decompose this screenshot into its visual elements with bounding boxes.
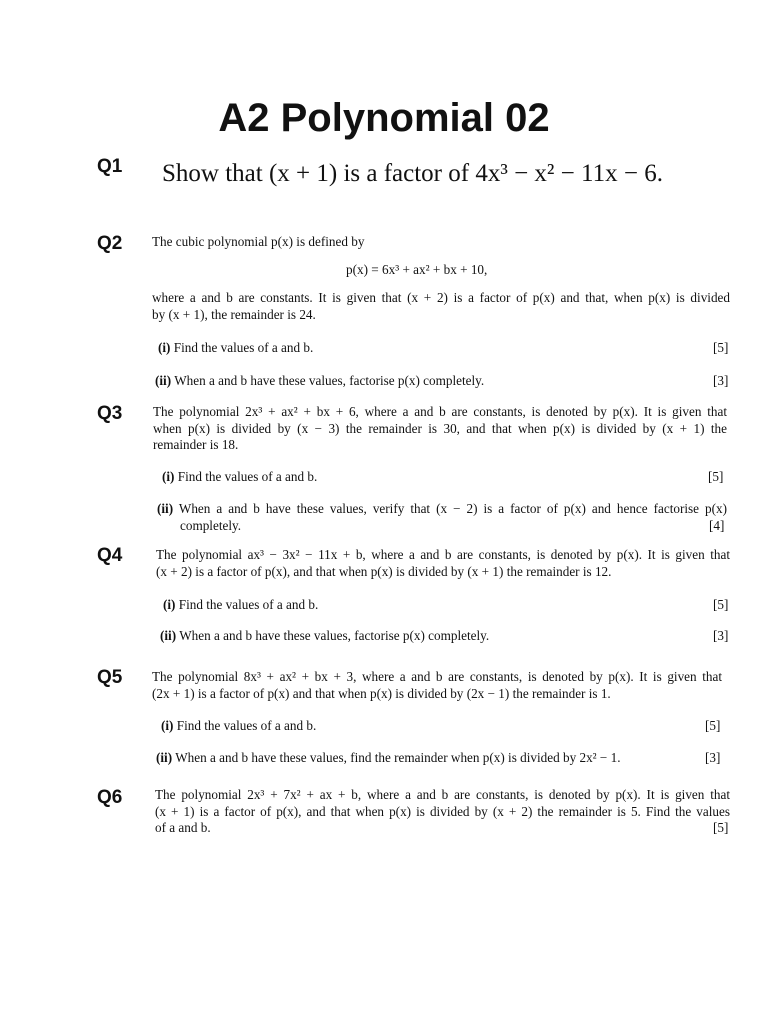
part-text: When a and b have these values, factorise p(x) completely. [174, 373, 485, 388]
question-body-q5 [152, 669, 722, 702]
part-ii-mark-q3: [4] [709, 518, 725, 533]
part-ii-mark-q4: [3] [713, 628, 729, 643]
part-label: (i) [158, 340, 171, 355]
body-line: The polynomial 2x³ + 7x² + ax + b, where a and b are constants, is denoted by p(x). It is given that [155, 787, 730, 802]
part-i-q5 [161, 718, 316, 735]
body-line: remainder is 18. [153, 437, 239, 452]
part-ii-q5 [156, 750, 621, 767]
part-i-mark-q5: [5] [705, 718, 721, 733]
part-text: Find the values of a and b. [176, 718, 317, 733]
part-text-line [157, 501, 727, 518]
body-line: (2x + 1) is a factor of p(x) and that when p(x) is divided by (2x − 1) the remainder is 1. [152, 685, 611, 701]
part-i-q3 [162, 469, 317, 486]
question-body-q3 [153, 404, 727, 454]
part-label: (i) [161, 718, 174, 733]
body-line: of a and b. [155, 820, 211, 835]
question-label-q6: Q6 [97, 787, 123, 808]
body-line: (x + 2) is a factor of p(x), and that when p(x) is divided by (x + 1) the remainder is 12. [156, 563, 612, 579]
question-intro-q2: The cubic polynomial p(x) is defined by [152, 234, 365, 249]
part-ii-q3 [157, 501, 727, 534]
part-label: (i) [163, 597, 176, 612]
question-label-q1: Q1 [97, 156, 123, 177]
question-label-q5: Q5 [97, 667, 123, 688]
part-ii-mark-q5: [3] [705, 750, 721, 765]
question-text-q1: Show that (x + 1) is a factor of 4x³ − x² − 11x − 6. [162, 160, 663, 187]
body-line: when p(x) is divided by (x − 3) the remainder is 30, and that when p(x) is divided by (x + 1) the [153, 420, 727, 436]
question-label-q3: Q3 [97, 403, 123, 424]
part-text: Find the values of a and b. [177, 469, 318, 484]
part-i-q4 [163, 597, 318, 614]
part-i-mark-q4: [5] [713, 597, 729, 612]
part-text: Find the values of a and b. [173, 340, 314, 355]
question-label-q2: Q2 [97, 233, 123, 254]
part-ii-mark-q2: [3] [713, 373, 729, 388]
page-title: A2 Polynomial 02 [218, 96, 550, 140]
question-mark-q6: [5] [713, 820, 729, 835]
body-line: (x + 1) is a factor of p(x), and that when p(x) is divided by (x + 2) the remainder is 5. Find the values [155, 803, 730, 819]
body-line: The polynomial 8x³ + ax² + bx + 3, where a and b are constants, is denoted by p(x). It is given that [152, 669, 722, 684]
part-label: (ii) [155, 373, 172, 388]
part-text: When a and b have these values, find the remainder when p(x) is divided by 2x² − 1. [175, 750, 621, 765]
part-text: When a and b have these values, verify that (x − 2) is a factor of p(x) and hence factorise p(x) [178, 501, 727, 516]
body-line: The polynomial ax³ − 3x² − 11x + b, where a and b are constants, is denoted by p(x). It is given that [156, 547, 730, 562]
body-line: where a and b are constants. It is given that (x + 2) is a factor of p(x) and that, when p(x) is divided [152, 290, 730, 305]
part-text-line: completely. [180, 517, 242, 533]
part-label: (ii) [157, 501, 174, 516]
part-ii-q2 [155, 373, 484, 390]
part-text: When a and b have these values, factorise p(x) completely. [179, 628, 490, 643]
body-line: The polynomial 2x³ + ax² + bx + 6, where a and b are constants, is denoted by p(x). It is given that [153, 404, 727, 419]
part-label: (i) [162, 469, 175, 484]
question-label-q4: Q4 [97, 545, 123, 566]
part-label: (ii) [156, 750, 173, 765]
question-body-q4 [156, 547, 730, 580]
body-line: by (x + 1), the remainder is 24. [152, 306, 316, 322]
part-ii-q4 [160, 628, 489, 645]
part-label: (ii) [160, 628, 177, 643]
question-body-q6 [155, 787, 730, 837]
part-i-mark-q3: [5] [708, 469, 724, 484]
part-text: Find the values of a and b. [178, 597, 319, 612]
part-i-q2 [158, 340, 313, 357]
question-body-q2 [152, 290, 730, 323]
question-equation-q2: p(x) = 6x³ + ax² + bx + 10, [346, 262, 488, 277]
part-i-mark-q2: [5] [713, 340, 729, 355]
